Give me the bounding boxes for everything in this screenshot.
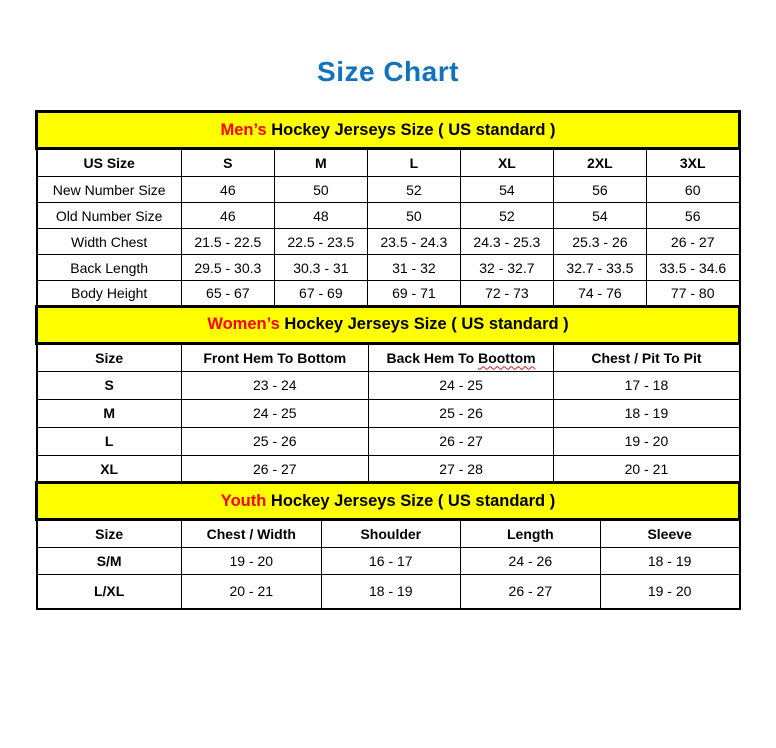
value-cell: 65 - 67 [181, 281, 274, 307]
womens-banner-highlight: Women’s [207, 315, 280, 333]
mens-banner-rest: Hockey Jerseys Size ( US standard ) [266, 120, 556, 139]
value-cell: 77 - 80 [646, 281, 739, 307]
row-label: Old Number Size [37, 203, 182, 229]
column-header: 3XL [646, 149, 739, 177]
mens-banner-row [37, 112, 740, 149]
row-label: Back Length [37, 255, 182, 281]
value-cell: 48 [274, 203, 367, 229]
value-cell: 32.7 - 33.5 [553, 255, 646, 281]
womens-banner-row [37, 306, 740, 343]
value-cell: 46 [181, 177, 274, 203]
value-cell: 67 - 69 [274, 281, 367, 307]
mens-banner [37, 112, 740, 149]
row-label: L [37, 427, 182, 455]
table-row [37, 399, 740, 427]
column-header: S [181, 149, 274, 177]
table-row [37, 455, 740, 483]
mens-banner-highlight: Men’s [220, 120, 267, 139]
row-label: M [37, 399, 182, 427]
table-row [37, 427, 740, 455]
value-cell: 20 - 21 [554, 455, 740, 483]
youth-banner [37, 483, 740, 520]
value-cell: 27 - 28 [368, 455, 554, 483]
value-cell: 25.3 - 26 [553, 229, 646, 255]
value-cell: 30.3 - 31 [274, 255, 367, 281]
column-header: Sleeve [600, 520, 739, 548]
column-header-misspelled [368, 343, 554, 371]
value-cell: 19 - 20 [181, 548, 321, 575]
value-cell: 24 - 25 [368, 371, 554, 399]
mens-header-row [37, 149, 740, 177]
table-row [37, 281, 740, 307]
value-cell: 26 - 27 [368, 427, 554, 455]
table-row [37, 548, 740, 575]
column-header: Chest / Width [181, 520, 321, 548]
value-cell: 19 - 20 [554, 427, 740, 455]
value-cell: 20 - 21 [181, 575, 321, 609]
value-cell: 29.5 - 30.3 [181, 255, 274, 281]
value-cell: 74 - 76 [553, 281, 646, 307]
column-header: Length [460, 520, 600, 548]
header-text: Back Hem To [386, 349, 479, 366]
youth-banner-row [37, 483, 740, 520]
value-cell: 24 - 26 [460, 548, 600, 575]
column-header: Chest / Pit To Pit [554, 343, 740, 371]
womens-header-row [37, 343, 740, 371]
value-cell: 72 - 73 [460, 281, 553, 307]
row-label: XL [37, 455, 182, 483]
table-row [37, 371, 740, 399]
column-header: Front Hem To Bottom [181, 343, 368, 371]
row-label: Width Chest [37, 229, 182, 255]
column-header: L [367, 149, 460, 177]
value-cell: 46 [181, 203, 274, 229]
youth-banner-highlight: Youth [220, 491, 267, 510]
value-cell: 24 - 25 [181, 399, 368, 427]
column-header: Size [37, 520, 182, 548]
table-row [37, 255, 740, 281]
youth-banner-rest: Hockey Jerseys Size ( US standard ) [266, 491, 556, 510]
table-row [37, 203, 740, 229]
value-cell: 18 - 19 [554, 399, 740, 427]
value-cell: 22.5 - 23.5 [274, 229, 367, 255]
value-cell: 54 [460, 177, 553, 203]
value-cell: 26 - 27 [460, 575, 600, 609]
column-header: M [274, 149, 367, 177]
youth-size-table [35, 481, 741, 610]
table-row [37, 575, 740, 609]
value-cell: 54 [553, 203, 646, 229]
row-label: S/M [37, 548, 182, 575]
mens-size-table [35, 110, 741, 308]
womens-size-table [35, 305, 741, 485]
value-cell: 32 - 32.7 [460, 255, 553, 281]
value-cell: 52 [367, 177, 460, 203]
value-cell: 18 - 19 [600, 548, 739, 575]
value-cell: 26 - 27 [181, 455, 368, 483]
value-cell: 17 - 18 [554, 371, 740, 399]
value-cell: 24.3 - 25.3 [460, 229, 553, 255]
value-cell: 31 - 32 [367, 255, 460, 281]
value-cell: 25 - 26 [368, 399, 554, 427]
table-row [37, 229, 740, 255]
value-cell: 16 - 17 [321, 548, 460, 575]
value-cell: 21.5 - 22.5 [181, 229, 274, 255]
womens-banner-rest: Hockey Jerseys Size ( US standard ) [279, 315, 569, 333]
row-label: L/XL [37, 575, 182, 609]
row-label: Body Height [37, 281, 182, 307]
column-header: Shoulder [321, 520, 460, 548]
value-cell: 23 - 24 [181, 371, 368, 399]
value-cell: 18 - 19 [321, 575, 460, 609]
value-cell: 33.5 - 34.6 [646, 255, 739, 281]
value-cell: 23.5 - 24.3 [367, 229, 460, 255]
value-cell: 50 [367, 203, 460, 229]
size-chart-page [35, 56, 741, 610]
value-cell: 50 [274, 177, 367, 203]
value-cell: 56 [646, 203, 739, 229]
column-header: 2XL [553, 149, 646, 177]
womens-banner [37, 306, 740, 343]
youth-header-row [37, 520, 740, 548]
value-cell: 25 - 26 [181, 427, 368, 455]
column-header: XL [460, 149, 553, 177]
value-cell: 26 - 27 [646, 229, 739, 255]
value-cell: 69 - 71 [367, 281, 460, 307]
value-cell: 56 [553, 177, 646, 203]
row-label: New Number Size [37, 177, 182, 203]
value-cell: 60 [646, 177, 739, 203]
row-label: S [37, 371, 182, 399]
column-header: US Size [37, 149, 182, 177]
column-header: Size [37, 343, 182, 371]
value-cell: 19 - 20 [600, 575, 739, 609]
table-row [37, 177, 740, 203]
page-title: Size Chart [317, 56, 459, 87]
misspelled-word: Boottom [478, 349, 536, 366]
value-cell: 52 [460, 203, 553, 229]
